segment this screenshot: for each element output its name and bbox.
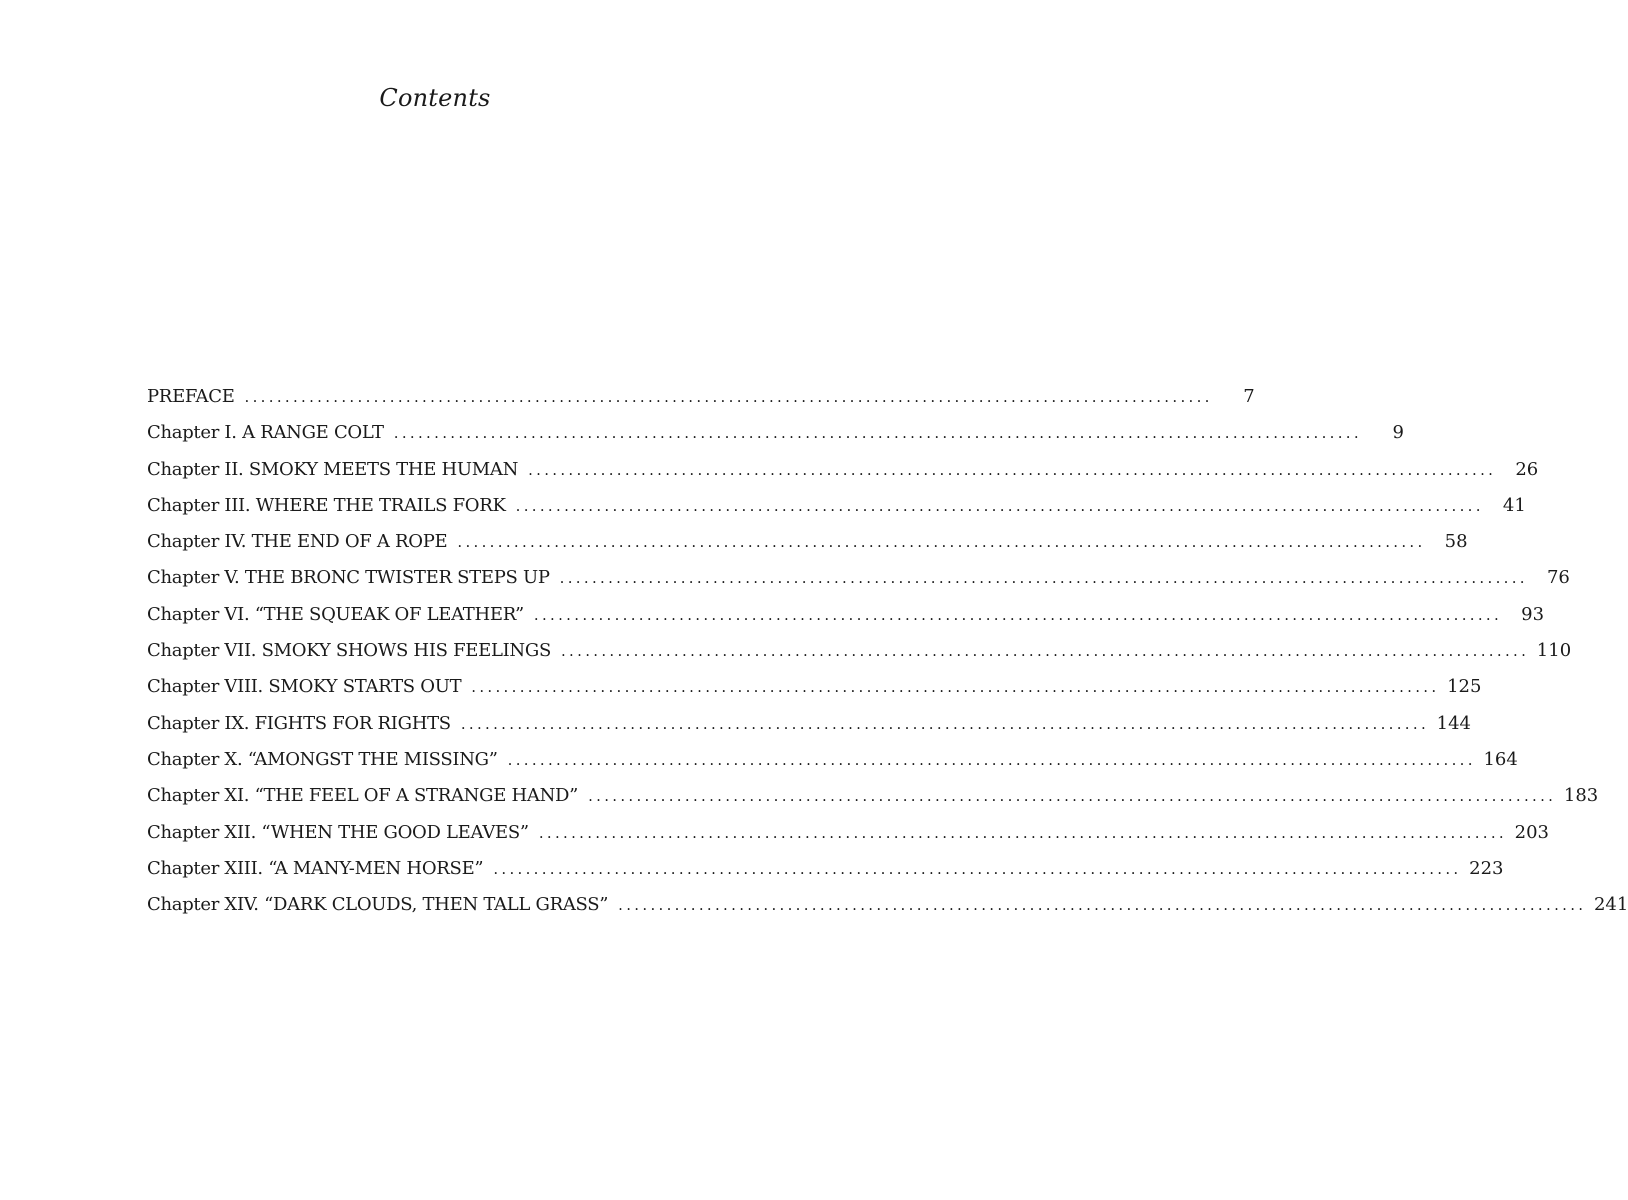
dot-leader: ........................................................................................................................ [528, 460, 1497, 479]
dot-leader: ........................................................................................................................ [244, 388, 1213, 406]
toc-entry-page: 76 [1546, 567, 1570, 589]
dot-leader: ........................................................................................................................ [533, 605, 1503, 624]
toc-entry-page: 203 [1514, 821, 1549, 843]
toc-entry-page: 7 [1243, 386, 1255, 407]
dot-leader: ........................................................................................................................ [559, 569, 1528, 588]
toc-entry[interactable] [147, 567, 1570, 603]
toc-entry-title: Chapter I. A RANGE COLT [147, 422, 384, 444]
dot-leader: ........................................................................................................................ [393, 424, 1362, 443]
toc-entry-page: 93 [1521, 603, 1545, 625]
toc-entry[interactable] [147, 640, 1572, 676]
toc-entry-page: 110 [1536, 640, 1572, 662]
toc-entry[interactable] [147, 603, 1545, 640]
toc-entry[interactable] [147, 386, 1255, 422]
toc-entry-page: 183 [1563, 785, 1599, 807]
toc-entry[interactable] [147, 494, 1526, 531]
toc-entry-title: Chapter VII. SMOKY SHOWS HIS FEELINGS [147, 640, 551, 662]
toc-entry[interactable] [147, 748, 1518, 785]
toc-entry-title: Chapter VI. “THE SQUEAK OF LEATHER” [147, 603, 524, 625]
page-title: Contents [379, 84, 491, 112]
toc-entry-page: 241 [1593, 894, 1628, 916]
dot-leader: ........................................................................................................................ [588, 787, 1557, 806]
toc-entry-page: 164 [1483, 748, 1518, 770]
dot-leader: ........................................................................................................................ [460, 714, 1430, 733]
toc-entry[interactable] [147, 857, 1504, 894]
dot-leader: ........................................................................................................................ [507, 750, 1476, 769]
toc-entry-title: Chapter XIII. “A MANY-MEN HORSE” [147, 857, 484, 879]
toc-entry-title: Chapter XIV. “DARK CLOUDS, THEN TALL GRASS” [147, 894, 609, 916]
toc-entry-title: Chapter VIII. SMOKY STARTS OUT [147, 676, 462, 698]
dot-leader: ........................................................................................................................ [560, 642, 1530, 661]
toc-entry-title: Chapter XII. “WHEN THE GOOD LEAVES” [147, 821, 529, 843]
toc-entry[interactable] [147, 531, 1468, 567]
toc-entry-page: 223 [1469, 857, 1504, 879]
toc-entry[interactable] [147, 894, 1628, 930]
toc-entry[interactable] [147, 712, 1472, 749]
dot-leader: ........................................................................................................................ [515, 496, 1484, 515]
toc-entry-title: PREFACE [147, 386, 235, 407]
toc-entry-page: 58 [1444, 531, 1468, 553]
toc-entry[interactable] [147, 785, 1599, 821]
dot-leader: ........................................................................................................................ [457, 533, 1426, 552]
toc-entry-page: 41 [1502, 494, 1526, 516]
toc-entry-title: Chapter XI. “THE FEEL OF A STRANGE HAND” [147, 785, 579, 807]
dot-leader: ........................................................................................................................ [538, 823, 1507, 842]
toc-entry-page: 125 [1447, 676, 1482, 698]
toc-entry[interactable] [147, 422, 1404, 458]
toc-entry-title: Chapter V. THE BRONC TWISTER STEPS UP [147, 567, 550, 589]
toc-entry[interactable] [147, 821, 1549, 858]
dot-leader: ........................................................................................................................ [493, 859, 1462, 878]
dot-leader: ........................................................................................................................ [471, 678, 1440, 697]
toc-entry-title: Chapter IV. THE END OF A ROPE [147, 531, 448, 553]
dot-leader: ........................................................................................................................ [618, 896, 1587, 915]
toc-entry-title: Chapter II. SMOKY MEETS THE HUMAN [147, 458, 519, 480]
toc-entry[interactable] [147, 458, 1539, 495]
toc-entry[interactable] [147, 676, 1482, 712]
toc-entry-page: 144 [1436, 712, 1472, 734]
toc-entry-title: Chapter III. WHERE THE TRAILS FORK [147, 494, 506, 516]
table-of-contents [147, 386, 1628, 930]
toc-entry-page: 26 [1515, 458, 1539, 480]
toc-entry-page: 9 [1392, 422, 1404, 444]
toc-entry-title: Chapter IX. FIGHTS FOR RIGHTS [147, 712, 451, 734]
toc-entry-title: Chapter X. “AMONGST THE MISSING” [147, 748, 498, 770]
